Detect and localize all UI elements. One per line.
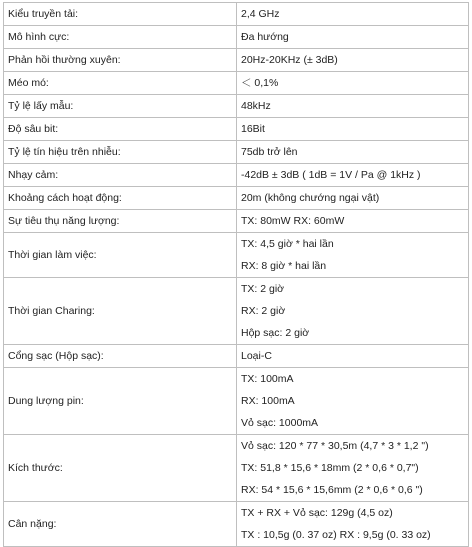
spec-row bbox=[4, 164, 469, 187]
spec-value-line: -42dB ± 3dB ( 1dB = 1V / Pa @ 1kHz ) bbox=[241, 169, 421, 181]
spec-value-line: TX : 10,5g (0. 37 oz) RX : 9,5g (0. 33 oz) bbox=[241, 529, 431, 541]
spec-label: Cân nặng: bbox=[4, 502, 237, 547]
spec-row bbox=[4, 49, 469, 72]
spec-value-line: Vỏ sạc: 1000mA bbox=[241, 417, 319, 429]
spec-row bbox=[4, 210, 469, 233]
spec-row bbox=[4, 118, 469, 141]
spec-label: Phản hồi thường xuyên: bbox=[4, 49, 237, 72]
spec-label: Dung lượng pin: bbox=[4, 368, 237, 435]
spec-value-line: Vỏ sạc: 120 * 77 * 30,5m (4,7 * 3 * 1,2 ") bbox=[241, 440, 429, 452]
spec-label: Cổng sạc (Hộp sạc): bbox=[4, 345, 237, 368]
spec-value bbox=[237, 49, 469, 72]
spec-value bbox=[237, 187, 469, 210]
spec-row bbox=[4, 3, 469, 26]
spec-value-line: TX: 100mA bbox=[241, 373, 294, 385]
spec-value bbox=[237, 345, 469, 368]
spec-value-line: 48kHz bbox=[241, 100, 271, 112]
spec-label: Thời gian làm việc: bbox=[4, 233, 237, 278]
spec-value bbox=[237, 118, 469, 141]
spec-value bbox=[237, 233, 469, 278]
spec-value-line: 20Hz-20KHz (± 3dB) bbox=[241, 54, 338, 66]
spec-value-line: 20m (không chướng ngại vật) bbox=[241, 192, 380, 204]
spec-label: Khoảng cách hoạt động: bbox=[4, 187, 237, 210]
spec-row bbox=[4, 187, 469, 210]
spec-label: Thời gian Charing: bbox=[4, 278, 237, 345]
spec-label: Kích thước: bbox=[4, 435, 237, 502]
spec-value bbox=[237, 435, 469, 502]
spec-label: Nhạy cảm: bbox=[4, 164, 237, 187]
spec-value-line: 2,4 GHz bbox=[241, 8, 280, 20]
spec-row bbox=[4, 435, 469, 502]
spec-value bbox=[237, 502, 469, 547]
spec-label: Tỷ lệ tín hiệu trên nhiễu: bbox=[4, 141, 237, 164]
spec-value bbox=[237, 368, 469, 435]
spec-value-line: TX: 51,8 * 15,6 * 18mm (2 * 0,6 * 0,7") bbox=[241, 462, 419, 474]
spec-table bbox=[3, 2, 469, 547]
spec-label: Mô hình cực: bbox=[4, 26, 237, 49]
spec-value-line: TX: 80mW RX: 60mW bbox=[241, 215, 345, 227]
spec-label: Sự tiêu thụ năng lượng: bbox=[4, 210, 237, 233]
spec-row bbox=[4, 141, 469, 164]
spec-row bbox=[4, 278, 469, 345]
spec-value-line: ＜ 0,1% bbox=[241, 77, 279, 89]
spec-value bbox=[237, 95, 469, 118]
spec-value bbox=[237, 278, 469, 345]
spec-label: Kiểu truyền tải: bbox=[4, 3, 237, 26]
spec-value-line: Loại-C bbox=[241, 350, 272, 362]
spec-value-line: RX: 100mA bbox=[241, 395, 295, 407]
spec-label: Độ sâu bit: bbox=[4, 118, 237, 141]
spec-value bbox=[237, 26, 469, 49]
spec-row bbox=[4, 502, 469, 547]
spec-value bbox=[237, 141, 469, 164]
spec-value-line: RX: 54 * 15,6 * 15,6mm (2 * 0,6 * 0,6 ") bbox=[241, 484, 423, 496]
spec-value-line: 16Bit bbox=[241, 123, 265, 135]
spec-value-line: RX: 8 giờ * hai lần bbox=[241, 260, 327, 272]
spec-label: Méo mó: bbox=[4, 72, 237, 95]
spec-label: Tỷ lệ lấy mẫu: bbox=[4, 95, 237, 118]
spec-value bbox=[237, 72, 469, 95]
spec-row bbox=[4, 233, 469, 278]
spec-row bbox=[4, 345, 469, 368]
spec-row bbox=[4, 26, 469, 49]
spec-value-line: TX: 2 giờ bbox=[241, 283, 285, 295]
spec-value bbox=[237, 164, 469, 187]
spec-table-body bbox=[4, 3, 469, 547]
spec-value-line: Đa hướng bbox=[241, 31, 289, 43]
spec-row bbox=[4, 95, 469, 118]
spec-row bbox=[4, 72, 469, 95]
spec-value-line: Hộp sạc: 2 giờ bbox=[241, 327, 310, 339]
spec-value bbox=[237, 210, 469, 233]
spec-value-line: 75db trở lên bbox=[241, 146, 298, 158]
spec-row bbox=[4, 368, 469, 435]
spec-value-line: RX: 2 giờ bbox=[241, 305, 286, 317]
spec-value-line: TX + RX + Vỏ sạc: 129g (4,5 oz) bbox=[241, 507, 393, 519]
spec-value bbox=[237, 3, 469, 26]
spec-value-line: TX: 4,5 giờ * hai lần bbox=[241, 238, 334, 250]
